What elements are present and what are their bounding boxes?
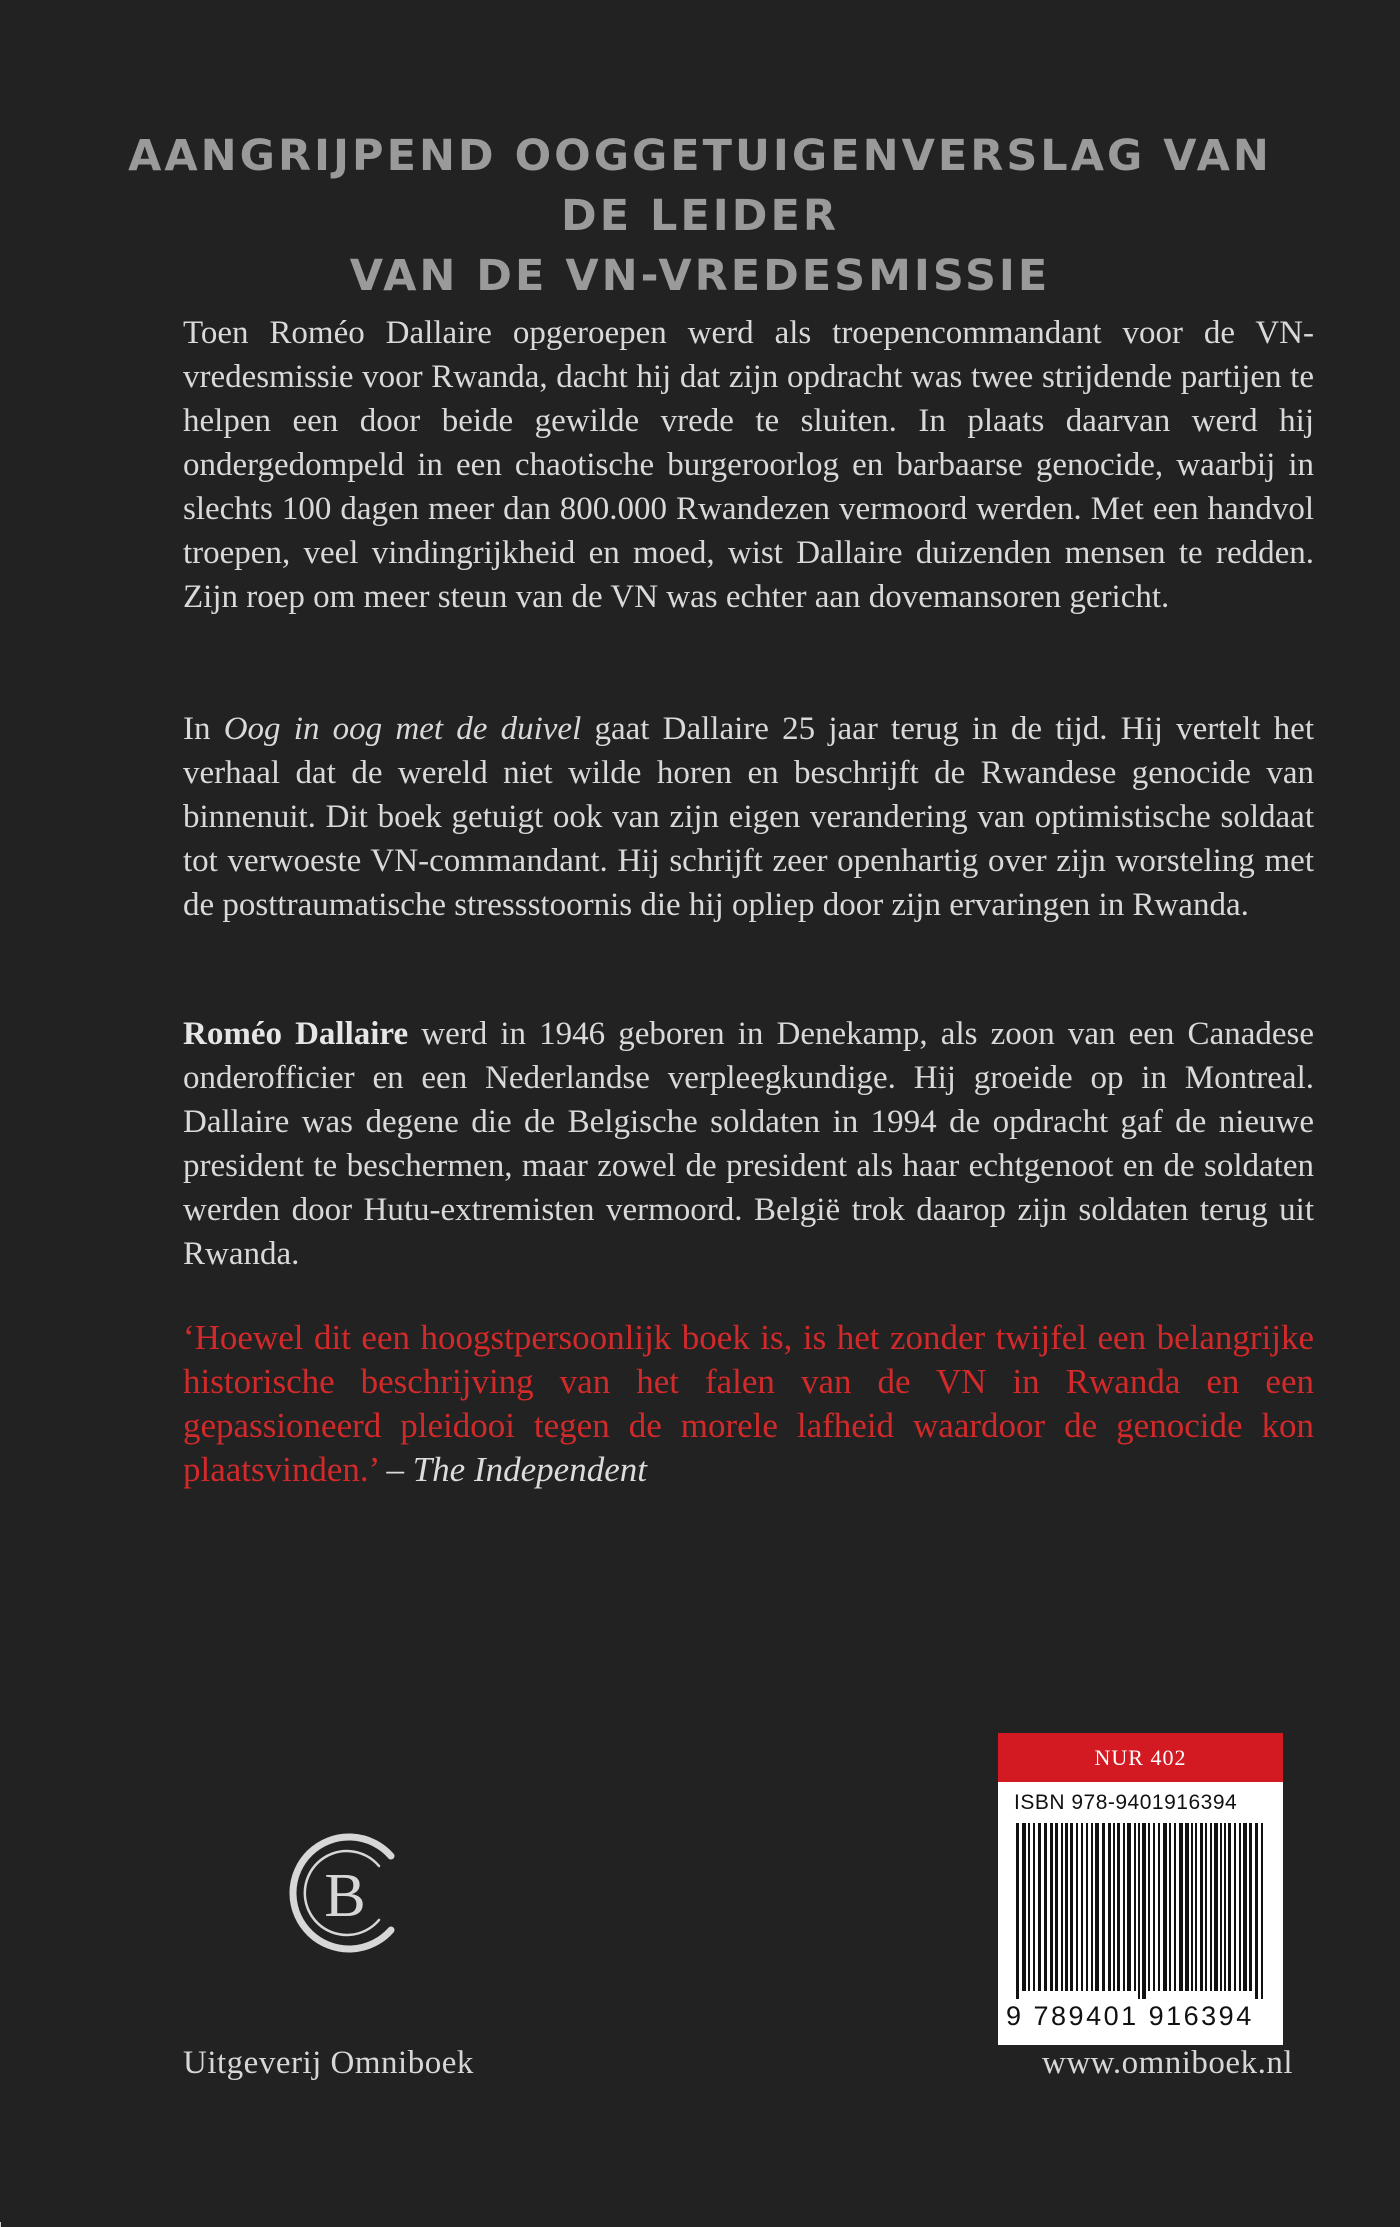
crop-mark [0,2222,1,2227]
barcode-bar [1028,1823,1030,1991]
barcode-bar [1224,1823,1226,1991]
barcode-bar [1117,1823,1120,1991]
barcode-bar [1108,1823,1111,1991]
barcode-bar [1113,1823,1115,1991]
barcode-bar [1163,1823,1167,1991]
isbn-digits: 9 789401 916394 [1006,2001,1254,2031]
barcode-icon [1014,1823,1267,1999]
quote-dash: – [377,1450,413,1489]
barcode-bar [1214,1823,1218,1991]
barcode-bar [1022,1823,1026,1991]
review-quote [183,1316,1314,1492]
barcode-bar [1179,1823,1183,1991]
barcode-bar [1205,1823,1207,1991]
barcode-bar [1255,1823,1258,1999]
quote-text: ‘Hoewel dit een hoogstpersoonlijk boek is, is het zonder twijfel een belangrijke historische beschrijving van het falen van de VN in Rwanda en een gepassioneerd pleidooi tegen de morele lafheid waardoor de genocide kon plaatsvinden.’ [183,1318,1314,1489]
barcode-bar [1134,1823,1136,1991]
barcode-bar [1123,1823,1125,1991]
tagline [120,126,1280,306]
barcode-bar [1038,1823,1041,1991]
barcode-bar [1102,1823,1105,1991]
barcode-bar [1016,1823,1019,1999]
barcode-bar [1065,1823,1068,1991]
barcode-bar [1169,1823,1171,1991]
barcode-bar [1076,1823,1078,1991]
barcode-bar [1127,1823,1131,1991]
book-prefix: In [183,711,224,747]
author-paragraph [183,1012,1314,1276]
quote-attribution [378,1450,647,1489]
barcode-bar [1220,1823,1222,1991]
book-paragraph [183,707,1314,927]
book-title: Oog in oog met de duivel [223,711,582,747]
svg-text:B: B [324,1862,366,1930]
isbn-label: ISBN 978-9401916394 [1014,1791,1238,1814]
barcode-box [998,1733,1283,2045]
barcode-bar [1044,1823,1047,1991]
barcode-bar [1210,1823,1212,1991]
barcode-bar [1081,1823,1083,1991]
barcode-bar [1174,1823,1176,1991]
barcode-bar [1142,1823,1146,1999]
barcode-bar [1239,1823,1241,1991]
book-description: gaat Dallaire 25 jaar terug in de tijd. Hij vertelt het verhaal dat de wereld niet wilde horen en beschrijft de Rwandese genocide van binnenuit. Dit boek getuigt ook van zijn eigen verandering van optimistische soldaat tot verwoeste VN-commandant. Hij schrijft zeer openhartig over zijn worsteling met de posttraumatische stressstoornis die hij opliep door zijn ervaringen in Rwanda. [183,711,1314,923]
tagline-line-1: AANGRIJPEND OOGGETUIGENVERSLAG VAN DE LEIDER [128,131,1272,241]
publisher-website: www.omniboek.nl [1041,2045,1293,2081]
barcode-bar [1158,1823,1160,1991]
author-bio: werd in 1946 geboren in Denekamp, als zoon van een Canadese onderofficier en een Nederlandse verpleegkundige. Hij groeide op in Montreal. Dallaire was degene die de Belgische soldaten in 1994 de opdracht gaf de nieuwe president te beschermen, maar zowel de president als haar echtgenoot en de soldaten werden door Hutu-extremisten vermoord. België trok daarop zijn soldaten terug uit Rwanda. [183,1016,1314,1272]
barcode-bar [1153,1823,1155,1991]
publisher-name: Uitgeverij Omniboek [183,2045,474,2081]
author-name: Roméo Dallaire [183,1016,409,1052]
intro-paragraph: Toen Roméo Dallaire opgeroepen werd als troepencommandant voor de VN-vredesmissie voor Rwanda, dacht hij dat zijn opdracht was twee strijdende partijen te helpen een door beide gewilde vrede te sluiten. In plaats daarvan werd hij ondergedompeld in een chaotische burgeroorlog en barbaarse genocide, waarbij in slechts 100 dagen meer dan 800.000 Rwandezen vermoord werden. Met een handvol troepen, veel vindingrijkheid en moed, wist Dallaire duizenden mensen te redden. Zijn roep om meer steun van de VN was echter aan dovemansoren gericht. [183,315,1314,615]
barcode-bar [1249,1823,1252,1991]
nur-code: NUR 402 [998,1733,1283,1782]
barcode-bar [1261,1823,1263,1999]
tagline-line-2: VAN DE VN-VREDESMISSIE [349,251,1051,301]
barcode-bar [1234,1823,1236,1991]
barcode-bar [1095,1823,1099,1991]
barcode-bar [1195,1823,1197,1991]
barcode-bar [1070,1823,1073,1991]
barcode-bar [1086,1823,1088,1991]
barcode-bar [1061,1823,1063,1991]
barcode-bar [1200,1823,1203,1991]
barcode-bar [1050,1823,1053,1991]
barcode-bar [1191,1823,1193,1991]
omniboek-b-logo-icon [279,1828,409,1958]
barcode-bar [1033,1823,1035,1991]
barcode-bar [1228,1823,1231,1991]
barcode-bar [1091,1823,1093,1991]
barcode-bar [1148,1823,1150,1991]
quote-source: The Independent [412,1450,647,1489]
barcode-bar [1185,1823,1189,1991]
barcode-bar [1243,1823,1247,1991]
barcode-bar [1055,1823,1058,1991]
barcode-bar [1138,1823,1140,1999]
